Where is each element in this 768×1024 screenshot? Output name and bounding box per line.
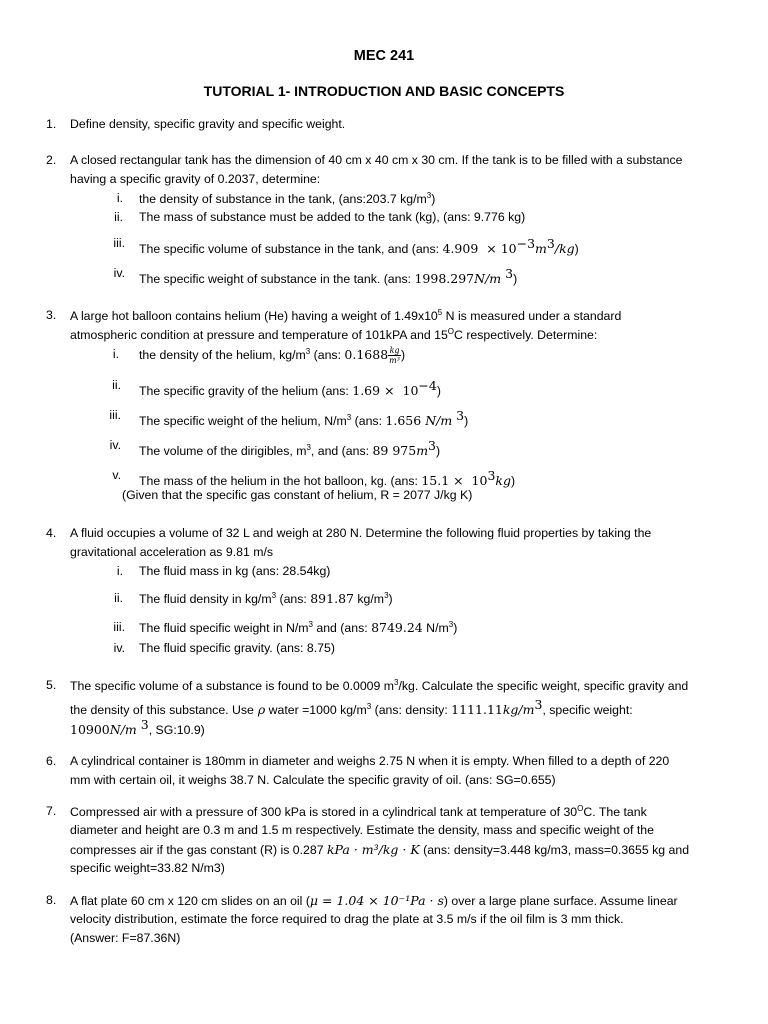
sub-text: The specific gravity of the helium (ans: $1.69 \times 10^{-4}$) [139, 378, 441, 399]
sub-numeral: ii. [114, 591, 123, 605]
sub-text: The fluid density in $kg/m^3$ (ans: 891.87 $kg/m^3$) [139, 591, 393, 607]
question-text-line-3: compresses air if the gas constant (R) is 0.287 kPa · m³/kg · K (ans: density=3.448 kg/m3, mass=0.3655 kg and [70, 842, 690, 857]
question-number: 8. [46, 893, 57, 907]
sub-numeral: i. [116, 564, 123, 578]
question-text-line-2: mm with certain oil, it weighs 38.7 N. Calculate the specific gravity of oil. (ans: SG=0.655) [70, 773, 556, 787]
question-text-line-1: A closed rectangular tank has the dimension of 40 cm x 40 cm x 30 cm. If the tank is to be filled with a substance [70, 153, 683, 167]
sub-numeral: i. [112, 347, 119, 361]
question-text-line-2: the density of this substance. Use ρ water =1000 $kg/m^3$ (ans: density: $1111.11kg/m^3$, specific weight: [70, 697, 633, 718]
sub-text: The mass of substance must be added to the tank (kg), (ans: 9.776 kg) [139, 210, 526, 224]
sub-numeral: iv. [113, 641, 125, 655]
question-text-line-4: specific weight=33.82 N/m3) [70, 861, 225, 875]
given-note: (Given that the specific gas constant of helium, R = 2077 J/kg K) [122, 488, 473, 502]
question-text-line-2: having a specific gravity of 0.2037, determine: [70, 172, 321, 186]
sub-text: The specific weight of substance in the tank. (ans: 1998.297N/m $^3$) [139, 266, 518, 287]
sub-numeral: v. [112, 468, 121, 482]
question-number: 4. [46, 526, 57, 540]
question-number: 2. [46, 153, 57, 167]
sub-numeral: iii. [109, 408, 121, 422]
sub-text: The specific weight of the helium, $N/m^3$ (ans: 1.656 N/m $^3$) [139, 408, 469, 429]
question-number: 1. [46, 117, 57, 131]
sub-numeral: iii. [113, 236, 125, 250]
sub-numeral: iii. [113, 620, 125, 634]
sub-text: The fluid specific gravity. (ans: 8.75) [139, 641, 335, 655]
question-text-line-1: A cylindrical container is 180mm in diameter and weighs 2.75 N when it is empty. When filled to a depth of 220 [70, 754, 670, 768]
question-text-line-1: The specific volume of a substance is found to be 0.0009 $m^3/kg$. Calculate the specific weight, specific gravity and [70, 678, 689, 694]
question-text-line-3: 10900N/m $^3$, SG:10.9) [70, 717, 205, 738]
course-code: MEC 241 [353, 48, 415, 64]
question-text-line-2: velocity distribution, estimate the force required to drag the plate at 3.5 m/s if the oil film is 3 mm thick. [70, 912, 624, 926]
question-text-line-1: A fluid occupies a volume of 32 L and weigh at 280 N. Determine the following fluid properties by taking the [70, 526, 652, 540]
question-number: 3. [46, 308, 57, 322]
sub-text: The specific volume of substance in the tank, and (ans: $4.909 \times 10^{-3}m^3/kg$) [139, 236, 579, 257]
question-number: 6. [46, 754, 57, 768]
sub-numeral: iv. [109, 438, 121, 452]
question-text-line-1: A large hot balloon contains helium (He) having a weight of $1.49x10^5$ N is measured under a standard [70, 308, 622, 324]
sub-text: the density of the helium, $kg/m^3$ (ans: 0.1688 $\frac{kg}{\text{m³}}$ ) [139, 346, 406, 366]
sub-numeral: ii. [112, 378, 121, 392]
question-text: Define density, specific gravity and specific weight. [70, 117, 346, 131]
sub-text: The volume of the dirigibles, $m^3$, and (ans: 89 $975m^3$) [139, 438, 441, 459]
page-title: TUTORIAL 1- INTRODUCTION AND BASIC CONCEPTS [203, 83, 565, 99]
question-text-line-1: Compressed air with a pressure of 300 kPa is stored in a cylindrical tank at temperature of $30^OC$. The tank [70, 804, 647, 820]
fraction: $\frac{kg}{\text{m³}}$ [389, 346, 400, 366]
question-text-line-2: atmospheric condition at pressure and temperature of 101kPA and $15^OC$ respectively. Determine: [70, 327, 598, 343]
question-number: 7. [46, 804, 57, 818]
question-text-line-2: diameter and height are 0.3 m and 1.5 m respectively. Estimate the density, mass and specific weight of the [70, 823, 654, 837]
sub-text: The mass of the helium in the hot balloon, kg. (ans: $15.1 \times 10^3kg$) [139, 468, 516, 489]
question-text-line-1: A flat plate 60 cm x 120 cm slides on an oil (μ = 1.04 × 10⁻¹Pa · s) over a large plane surface. Assume linear [70, 893, 678, 908]
sub-numeral: iv. [113, 266, 125, 280]
question-text-line-3: (Answer: F=87.36N) [70, 931, 181, 945]
sub-text: The fluid specific weight in $N/m^3$ and (ans: 8749.24 $N/m^3$) [139, 620, 458, 636]
sub-text: The fluid mass in kg (ans: 28.54kg) [139, 564, 331, 578]
sub-numeral: i. [116, 191, 123, 205]
sub-numeral: ii. [114, 210, 123, 224]
question-text-line-2: gravitational acceleration as 9.81 m/s [70, 545, 274, 559]
sub-text: the density of substance in the tank, (ans:203.7 $kg/m^3$) [139, 191, 436, 207]
question-number: 5. [46, 678, 57, 692]
